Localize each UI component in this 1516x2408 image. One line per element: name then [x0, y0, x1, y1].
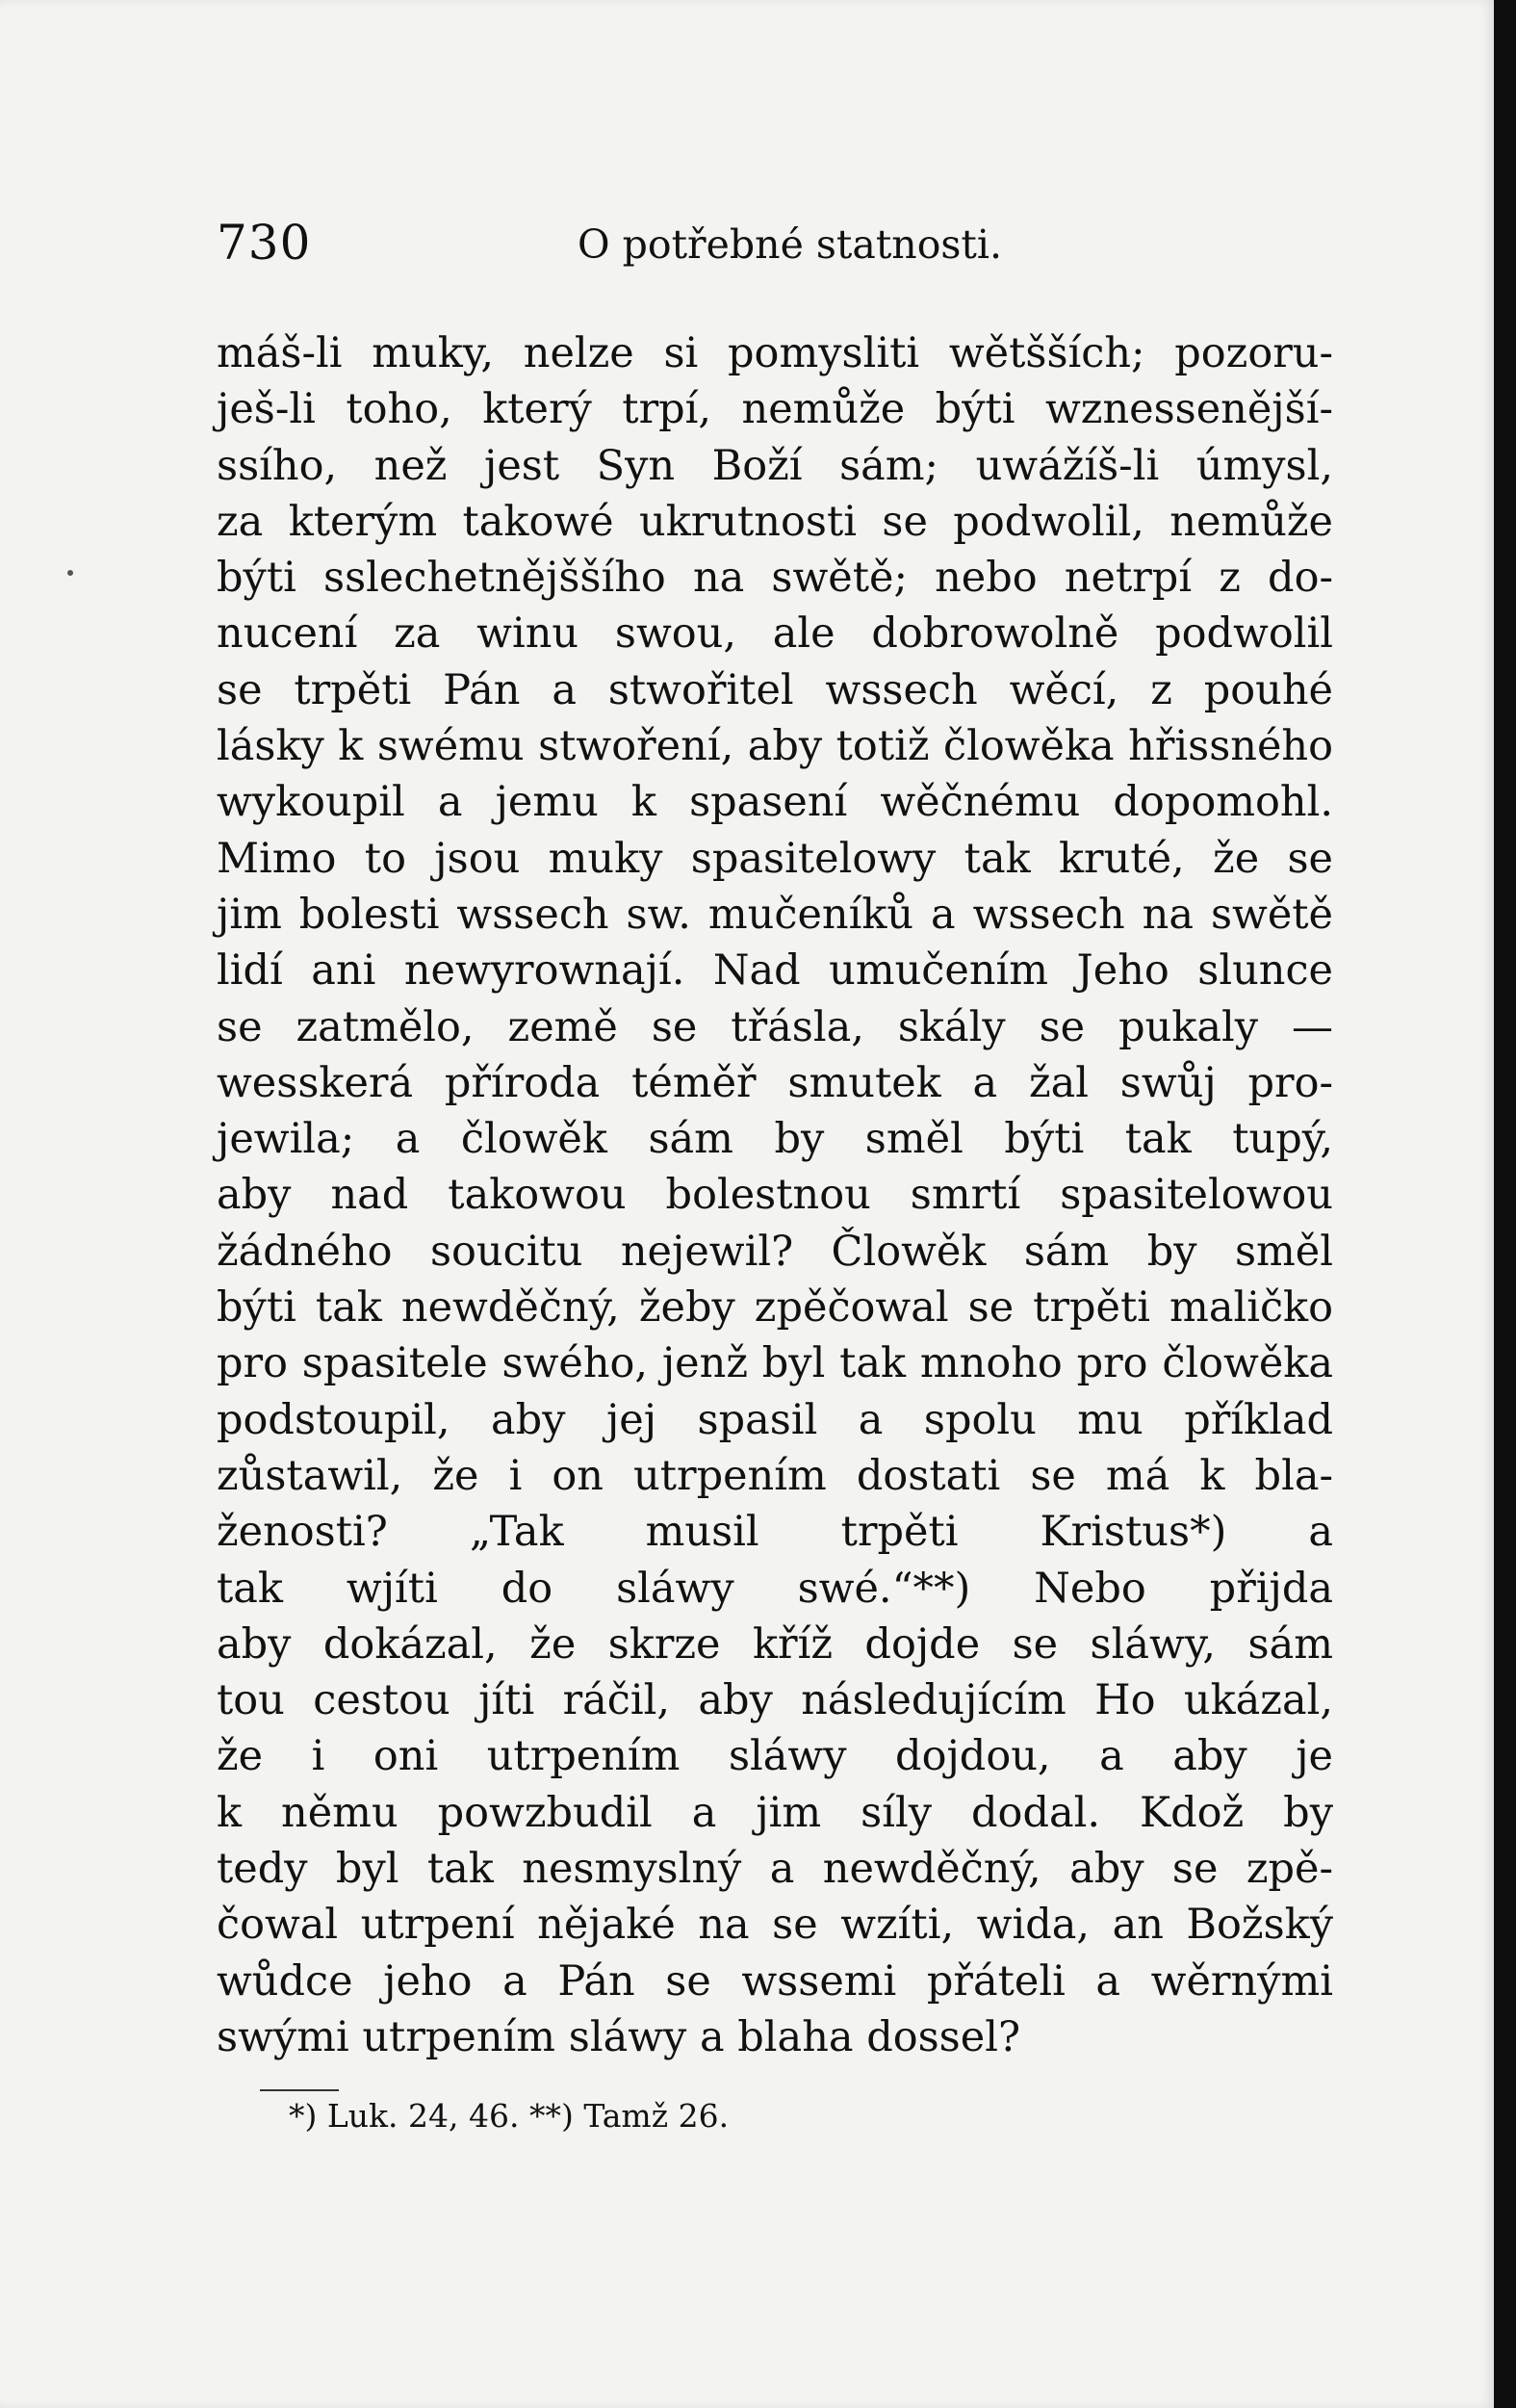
text-line: lásky k swému stwoření, aby totiž člowěka hřissného: [217, 722, 1333, 771]
text-line: že i oni utrpením sláwy dojdou, a aby je: [217, 1732, 1333, 1781]
text-line: Mimo to jsou muky spasitelowy tak kruté, že se: [217, 834, 1333, 883]
text-line: ješ-li toho, který trpí, nemůže býti wznessenější-: [217, 385, 1333, 434]
text-line: býti tak newděčný, žeby zpěčowal se trpěti maličko: [217, 1283, 1333, 1333]
text-line: k němu powzbudil a jim síly dodal. Kdož by: [217, 1788, 1333, 1837]
text-line: podstoupil, aby jej spasil a spolu mu příklad: [217, 1395, 1333, 1444]
book-spine-edge: [1494, 0, 1516, 2408]
margin-mark: [67, 570, 73, 576]
page-number: 730: [217, 215, 312, 271]
text-line: máš-li muky, nelze si pomysliti wětšších; pozoru-: [217, 329, 1333, 377]
text-line: zůstawil, že i on utrpením dostati se má k bla-: [217, 1451, 1333, 1500]
text-line: tedy byl tak nesmyslný a newděčný, aby se zpě-: [217, 1845, 1333, 1894]
text-line: ssího, než jest Syn Boží sám; uwážíš-li úmysl,: [217, 441, 1333, 490]
text-line: aby nad takowou bolestnou smrtí spasitelowou: [217, 1171, 1333, 1220]
text-line: se zatmělo, země se třásla, skály se pukaly —: [217, 1002, 1333, 1051]
text-line: býti sslechetnějššího na swětě; nebo netrpí z do-: [217, 554, 1333, 603]
footnotes: *) Luk. 24, 46. **) Tamž 26.: [289, 2097, 730, 2135]
text-line: aby dokázal, že skrze kříž dojde se sláwy, sám: [217, 1619, 1333, 1669]
text-line: se trpěti Pán a stwořitel wssech wěcí, z pouhé: [217, 665, 1333, 714]
text-line: ženosti? „Tak musil trpěti Kristus*) a: [217, 1508, 1333, 1557]
text-line: tak wjíti do sláwy swé.“**) Nebo přijda: [217, 1564, 1333, 1613]
text-line: za kterým takowé ukrutnosti se podwolil, nemůže: [217, 497, 1333, 546]
text-line: lidí ani newyrownají. Nad umučením Jeho slunce: [217, 946, 1333, 996]
text-line: jim bolesti wssech sw. mučeníků a wssech na swětě: [217, 890, 1333, 939]
text-line: čowal utrpení nějaké na se wzíti, wida, an Božský: [217, 1901, 1333, 1950]
running-title: O potřebné statnosti.: [578, 221, 1003, 268]
page-header: [217, 214, 1333, 272]
footnote-rule: [260, 2089, 339, 2091]
text-line: nucení za winu swou, ale dobrowolně podwolil: [217, 609, 1333, 659]
text-line: wykoupil a jemu k spasení wěčnému dopomohl.: [217, 778, 1333, 827]
text-line: wůdce jeho a Pán se wssemi přáteli a wěrnými: [217, 1956, 1333, 2006]
body-text: [217, 325, 1333, 2065]
text-line: pro spasitele swého, jenž byl tak mnoho pro člowěka: [217, 1339, 1333, 1388]
text-line: žádného soucitu nejewil? Člowěk sám by směl: [217, 1227, 1333, 1276]
text-line: jewila; a člowěk sám by směl býti tak tupý,: [217, 1115, 1333, 1164]
text-line: tou cestou jíti ráčil, aby následujícím Ho ukázal,: [217, 1676, 1333, 1725]
text-line: swými utrpením sláwy a blaha dossel?: [217, 2012, 1020, 2061]
text-line: wesskerá příroda téměř smutek a žal swůj pro-: [217, 1058, 1333, 1107]
